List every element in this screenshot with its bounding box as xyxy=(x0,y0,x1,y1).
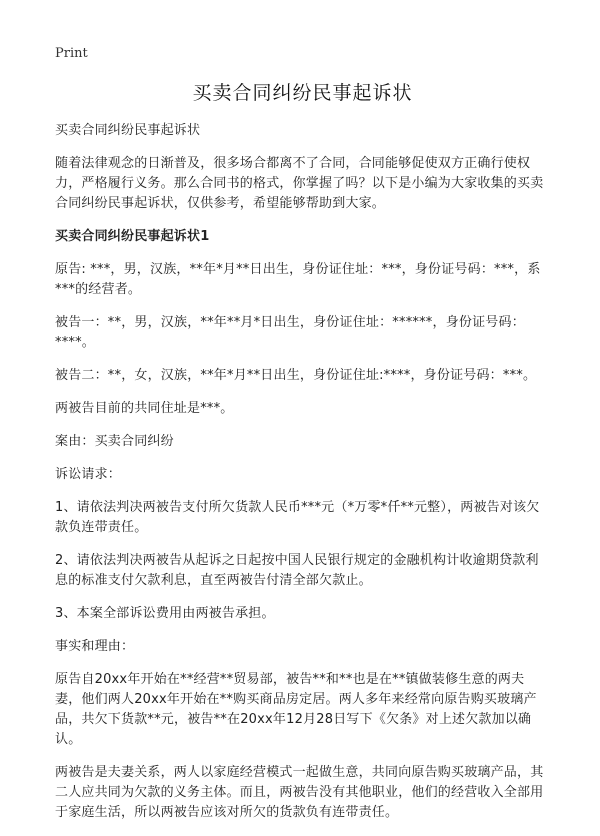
defendant-two-paragraph: 被告二：**，女，汉族，**年*月**日出生，身份证住址:****，身份证号码：***。 xyxy=(55,368,537,383)
claims-heading: 诉讼请求： xyxy=(55,467,122,482)
section-heading: 买卖合同纠纷民事起诉状1 xyxy=(55,229,210,244)
cause-paragraph: 案由：买卖合同纠纷 xyxy=(55,434,174,449)
claim-1: 1、请依法判决两被告支付所欠货款人民币***元（*万零*仟**元整），两被告对该欠款负连带责任。 xyxy=(55,500,540,535)
claim-2: 2、请依法判决两被告从起诉之日起按中国人民银行规定的金融机构计收逾期贷款利息的标准支付欠款利息，直至两被告付清全部欠款止。 xyxy=(55,553,539,588)
intro-paragraph: 随着法律观念的日渐普及，很多场合都离不了合同，合同能够促使双方正确行使权力，严格履行义务。那么合同书的格式，你掌握了吗？以下是小编为大家收集的买卖合同纠纷民事起诉状，仅供参考，希望能够帮助到大家。 xyxy=(55,156,544,211)
document-body xyxy=(55,78,550,836)
defendant-one-paragraph: 被告一：**，男，汉族，**年**月*日出生，身份证住址：******，身份证号码：****。 xyxy=(55,315,525,350)
facts-paragraph-1: 原告自20xx年开始在**经营**贸易部，被告**和**也是在**镇做装修生意的两夫妻，他们两人20xx年开始在**购买商品房定居。两人多年来经常向原告购买玻璃产品，共欠下货款**元，被告**在20xx年12月28日写下《欠条》对上述欠款加以确认。 xyxy=(55,672,537,747)
address-paragraph: 两被告目前的共同住址是***。 xyxy=(55,401,234,416)
subtitle-paragraph: 买卖合同纠纷民事起诉状 xyxy=(55,123,201,138)
facts-paragraph-2: 两被告是夫妻关系，两人以家庭经营模式一起做生意，共同向原告购买玻璃产品，其二人应共同为欠款的义务主体。而且，两被告没有其他职业，他们的经营收入全部用于家庭生活，所以两被告应该对所欠的货款负有连带责任。 xyxy=(55,765,544,820)
plaintiff-paragraph: 原告: ***，男，汉族，**年*月**日出生，身份证住址：***，身份证号码：***，系***的经营者。 xyxy=(55,262,541,297)
facts-heading: 事实和理由： xyxy=(55,639,135,654)
print-link[interactable]: Print xyxy=(55,46,88,61)
page-title: 买卖合同纠纷民事起诉状 xyxy=(192,82,413,104)
claim-3: 3、本案全部诉讼费用由两被告承担。 xyxy=(55,606,275,621)
